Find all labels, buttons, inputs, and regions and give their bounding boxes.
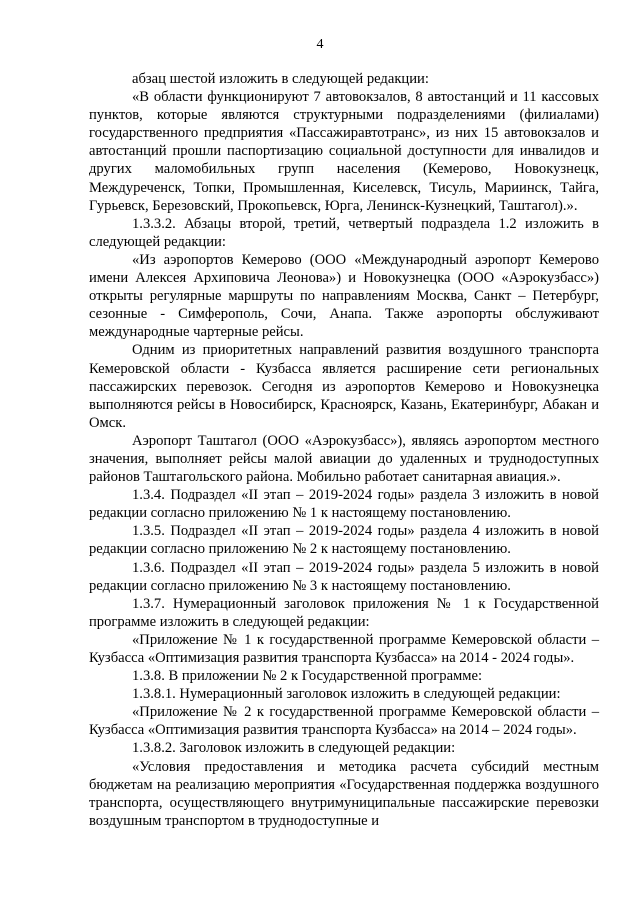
- page-number: 4: [316, 37, 324, 52]
- paragraph: «Из аэропортов Кемерово (ООО «Международный аэропорт Кемерово имени Алексея Архиповича Леонова») и Новокузнецка (ООО «Аэрокузбасс») открыты регулярные маршруты по направлениям Москва, Санкт – Петербург, сезонные - Симферополь, Сочи, Анапа. Также аэропорты обслуживают международные чартерные рейсы.: [89, 251, 599, 341]
- paragraph: 1.3.3.2. Абзацы второй, третий, четвертый подраздела 1.2 изложить в следующей редакции:: [89, 215, 599, 250]
- paragraph: «Условия предоставления и методика расчета субсидий местным бюджетам на реализацию мероприятия «Государственная поддержка воздушного транспорта, осуществляющего внутримуниципальные пассажирские перевозки воздушным транспортом в труднодоступные и: [89, 758, 599, 829]
- paragraph: 1.3.8. В приложении № 2 к Государственной программе:: [132, 668, 483, 685]
- paragraph: 1.3.4. Подраздел «II этап – 2019-2024 годы» раздела 3 изложить в новой редакции согласно приложению № 1 к настоящему постановлению.: [89, 487, 599, 522]
- paragraph: 1.3.8.2. Заголовок изложить в следующей редакции:: [132, 740, 456, 757]
- paragraph: «В области функционируют 7 автовокзалов, 8 автостанций и 11 кассовых пунктов, которые являются структурными подразделениями (филиалами) государственного предприятия «Пассажиравтотранс», из них 15 автовокзалов и автостанций прошли паспортизацию социальной доступности для инвалидов и других маломобильных групп населения (Кемерово, Новокузнецк, Междуреченск, Топки, Промышленная, Киселевск, Тисуль, Мариинск, Тайга, Гурьевск, Березовский, Прокопьевск, Юрга, Ленинск-Кузнецкий, Таштагол).».: [89, 89, 599, 214]
- paragraph: Одним из приоритетных направлений развития воздушного транспорта Кемеровской области - Кузбасса является расширение сети региональных пассажирских перевозок. Сегодня из аэропортов Кемерово и Новокузнецка выполняются рейсы в Новосибирск, Красноярск, Казань, Екатеринбург, Абакан и Омск.: [89, 342, 599, 431]
- paragraph: «Приложение № 1 к государственной программе Кемеровской области – Кузбасса «Оптимизация развития транспорта Кузбасса» на 2014 - 2024 годы».: [89, 631, 599, 666]
- document-body: [89, 70, 599, 830]
- paragraph: абзац шестой изложить в следующей редакции:: [132, 71, 429, 87]
- paragraph: Аэропорт Таштагол (ООО «Аэрокузбасс»), являясь аэропортом местного значения, выполняет рейсы малой авиации до удаленных и труднодоступных районов Таштагольского района. Мобильно работает санитарная авиация.».: [89, 432, 599, 486]
- paragraph: 1.3.5. Подраздел «II этап – 2019-2024 годы» раздела 4 изложить в новой редакции согласно приложению № 2 к настоящему постановлению.: [89, 523, 599, 558]
- paragraph: 1.3.8.1. Нумерационный заголовок изложить в следующей редакции:: [132, 686, 561, 703]
- paragraph: 1.3.7. Нумерационный заголовок приложения № 1 к Государственной программе изложить в следующей редакции:: [89, 595, 599, 630]
- paragraph: «Приложение № 2 к государственной программе Кемеровской области – Кузбасса «Оптимизация развития транспорта Кузбасса» на 2014 – 2024 годы».: [89, 704, 599, 739]
- paragraph: 1.3.6. Подраздел «II этап – 2019-2024 годы» раздела 5 изложить в новой редакции согласно приложению № 3 к настоящему постановлению.: [89, 559, 599, 594]
